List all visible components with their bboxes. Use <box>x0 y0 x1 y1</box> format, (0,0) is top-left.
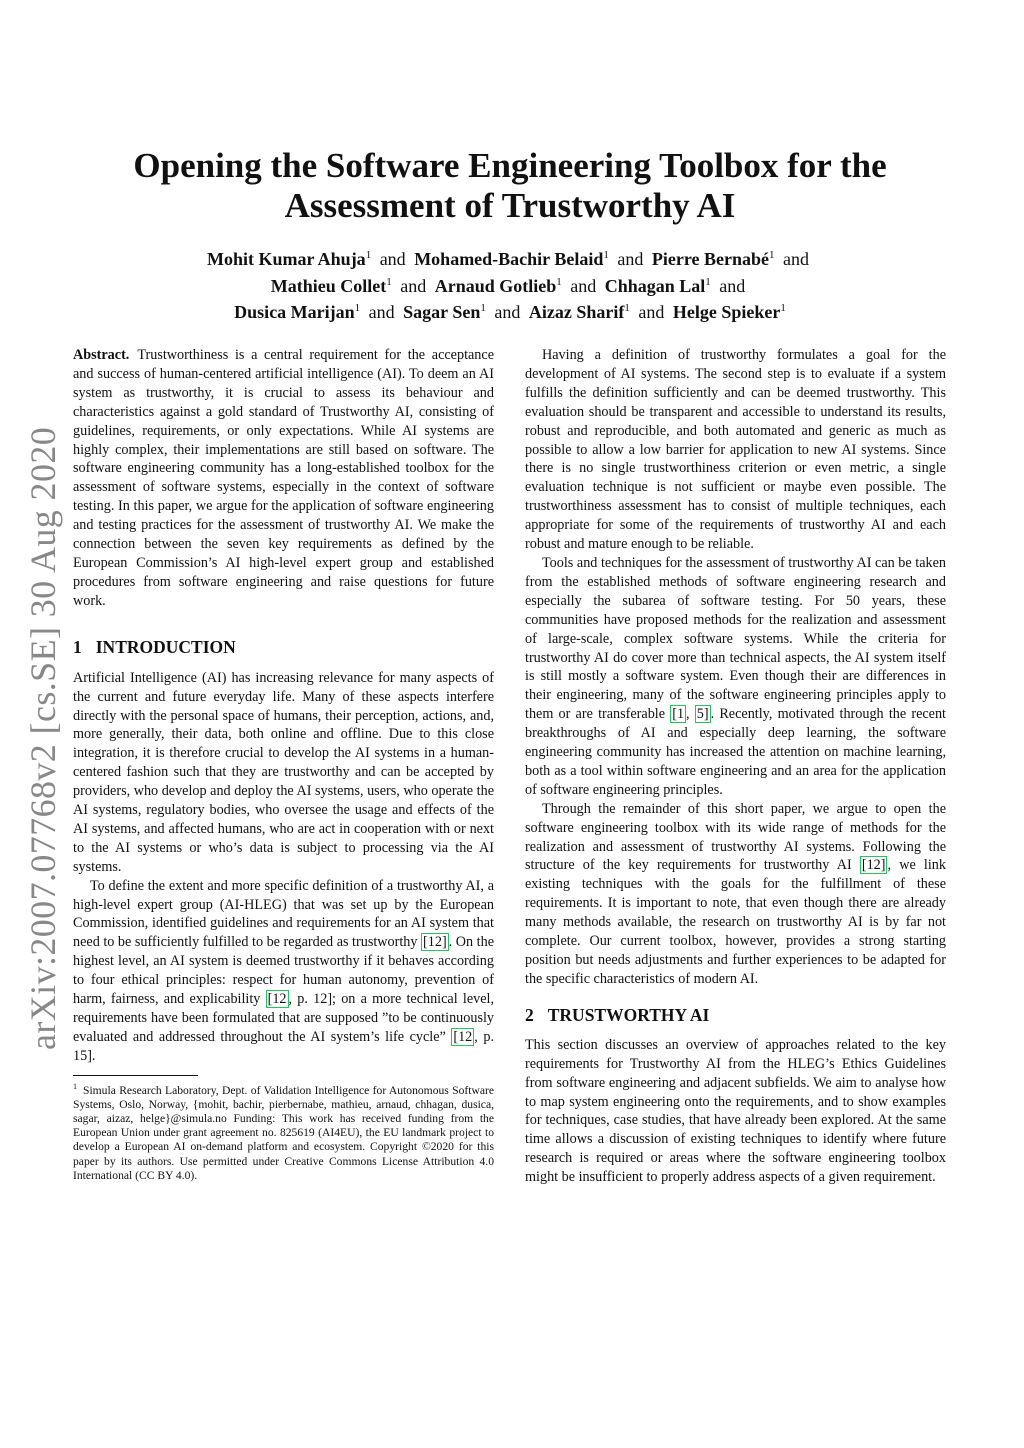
right-column <box>525 346 946 1187</box>
author-separator: and <box>494 302 521 322</box>
section-heading-introduction <box>73 635 494 659</box>
paragraph <box>73 877 494 1066</box>
section-number: 2 <box>525 1004 534 1025</box>
affiliation-mark: 1 <box>354 302 361 314</box>
author-name: Sagar Sen <box>403 302 481 322</box>
paragraph: This section discusses an overview of approaches related to the key requirements for Trustworthy AI from the HLEG’s Ethics Guidelines from software engineering and adjacent subfields. We aim to analyse how to map system engineering onto the requirements, and to show examples for techniques, case studies, that have already been explored. At the same time allows a discussion of existing techniques to identify where future research is required or areas where the software engineering toolbox might be insufficient to properly address aspects of a given requirement. <box>525 1036 946 1186</box>
footnote <box>73 1080 494 1183</box>
author-name: Mathieu Collet <box>270 275 387 296</box>
citation-link[interactable]: [12 <box>267 991 287 1008</box>
author-line <box>120 244 900 271</box>
paragraph: Having a definition of trustworthy formulates a goal for the development of AI systems. The second step is to evaluate if a system fulfills the definition sufficiently and can be deemed trustworthy. This evaluation should be transparent and accessible to understand its results, robust and reproducible, and both automated and generic as much as possible to allow a low barrier for application to new AI systems. Since there is no single trustworthiness criterion or even metric, a single evaluation technique is not sufficient or maybe even possible. The trustworthiness assessment has to consist of multiple techniques, each appropriate for some of the requirements of trustworthy AI and each robust and mature enough to be reliable. <box>525 347 946 553</box>
author-separator: and <box>638 302 665 322</box>
section-title: INTRODUCTION <box>95 636 236 657</box>
citation-link[interactable]: [12] <box>861 857 886 874</box>
author-separator: and <box>400 275 427 296</box>
affiliation-mark: 1 <box>365 249 372 261</box>
citation-separator: , <box>686 706 695 723</box>
abstract-text: Trustworthiness is a central requirement for the acceptance and success of human-centered artificial intelligence (AI). To deem an AI system as trustworthy, it is crucial to assess its behaviour and characteristics against a gold standard of Trustworthy AI, consisting of guidelines, requirements, or only expectations. While AI systems are highly complex, their implementations are still based on software. The software engineering community has a long-established toolbox for the assessment of software systems, especially in the context of software testing. In this paper, we argue for the application of software engineering and testing practices for the assessment of trustworthy AI. We make the connection between the seven key requirements as defined by the European Commission’s AI high-level expert group and established procedures from software engineering and raise questions for future work. <box>73 347 494 609</box>
abstract-label: Abstract. <box>73 347 130 363</box>
citation-link[interactable]: [1 <box>672 706 685 723</box>
section-heading-trustworthy-ai <box>525 1003 946 1027</box>
abstract <box>73 346 494 611</box>
footnote-mark: 1 <box>73 1081 77 1091</box>
paper-title: Opening the Software Engineering Toolbox for the Assessment of Trustworthy AI <box>133 146 887 225</box>
author-name: Chhagan Lal <box>604 275 706 296</box>
author-name: Dusica Marijan <box>234 302 355 322</box>
paragraph-text: . On the highest level, an AI system is deemed trustworthy if it behaves according to four ethical principles: respect for human autonomy, prevention of harm, fairness, and explicability <box>73 934 494 1008</box>
affiliation-mark: 1 <box>780 302 786 314</box>
citation-link[interactable]: [12] <box>423 934 447 951</box>
footnote-text: Simula Research Laboratory, Dept. of Validation Intelligence for Autonomous Software Systems, Oslo, Norway, {mohit, bachir, pierbernabe, mathieu, arnaud, chhagan, dusica, sagar, aizaz, helge}@simula.no Funding: This work has received funding from the European Union under grant agreement no. 825619 (AI4EU), the EU landmark project to develop a European AI on-demand platform and ecosystem. Copyright ©2020 for this paper by its authors. Use permitted under Creative Commons License Attribution 4.0 International (CC BY 4.0). <box>73 1083 494 1182</box>
author-name: Pierre Bernabé <box>651 249 769 269</box>
author-separator: and <box>379 249 406 269</box>
affiliation-mark: 1 <box>768 249 775 261</box>
author-line <box>120 271 900 298</box>
paragraph-text: Through the remainder of this short paper, we argue to open the software engineering toolbox with its wide range of methods for the realization and assessment of trustworthy AI systems. Following the structure of the key requirements for trustworthy AI <box>525 800 946 874</box>
section-number: 1 <box>73 636 82 657</box>
author-name: Mohamed-Bachir Belaid <box>414 249 604 269</box>
affiliation-mark: 1 <box>603 249 609 261</box>
paragraph-text: . Recently, motivated through the recent breakthroughs of AI and especially deep learning, the software engineering community has increased the attention on machine learning, both as a tool within software engineering and an area for the application of software engineering principles. <box>525 706 946 798</box>
author-separator: and <box>782 249 809 269</box>
paragraph <box>525 800 946 989</box>
arxiv-identifier: arXiv:2007.07768v2 [cs.SE] 30 Aug 2020 <box>23 426 63 1050</box>
author-separator: and <box>368 302 395 322</box>
section-title: TRUSTWORTHY AI <box>547 1004 710 1025</box>
paragraph-text: , p. 12]; on a more technical level, requirements have been formulated that are supposed ”to be continuously evaluated and addressed throughout the AI system’s life cycle” <box>73 991 494 1045</box>
citation-link[interactable]: 5] <box>696 706 709 723</box>
affiliation-mark: 1 <box>480 302 486 314</box>
affiliation-mark: 1 <box>386 275 392 288</box>
author-name: Helge Spieker <box>672 302 781 322</box>
author-separator: and <box>719 275 746 296</box>
paragraph-text: Tools and techniques for the assessment of trustworthy AI can be taken from the established methods of software engineering research and especially the subarea of software testing. For 50 years, these communities have proposed methods for the realization and assessment of large-scale, complex software systems. While the criteria for trustworthy AI do cover more than technical aspects, the AI system itself is still mostly a software system. Even though their are differences in their engineering, many of the software engineering principles apply to them or are transferable <box>525 554 946 723</box>
author-line <box>120 297 900 324</box>
paragraph-text: , we link existing techniques with the goals for the fulfillment of these requirements. It is important to note, that even though there are already many methods available, the research on trustworthy AI is by far not complete. Our current toolbox, however, provides a strong starting position but needs adjustments and further experiences to be adapted for the specific characteristics of modern AI. <box>525 857 946 987</box>
paragraph-text: To define the extent and more specific definition of a trustworthy AI, a high-level expert group (AI-HLEG) that was set up by the European Commission, identified guidelines and requirements for an AI system that need to be sufficiently fulfilled to be regarded as trustworthy <box>73 877 494 951</box>
affiliation-mark: 1 <box>705 275 711 288</box>
footnote-rule <box>73 1075 198 1076</box>
author-name: Mohit Kumar Ahuja <box>207 249 366 269</box>
author-name: Arnaud Gotlieb <box>434 275 557 296</box>
paragraph: Artificial Intelligence (AI) has increasing relevance for many aspects of the current and future everyday life. Many of these aspects interfere directly with the personal space of humans, their perception, actions, and, more generally, their data, both online and offline. Due to this close integration, it is therefore crucial to develop the AI systems in a human-centered fashion such that they are trustworthy and can be accepted by providers, who develop and deploy the AI systems, users, who operate the AI systems, regulatory bodies, who oversee the usage and effects of the AI systems, and affected humans, who are act in cooperation with or next to the AI systems or who’s data is subject to processing via the AI systems. <box>73 669 494 875</box>
author-list <box>120 244 900 324</box>
left-column <box>73 346 494 1183</box>
author-separator: and <box>570 275 597 296</box>
author-name: Aizaz Sharif <box>528 302 625 322</box>
affiliation-mark: 1 <box>624 302 630 314</box>
citation-link[interactable]: [12 <box>453 1028 473 1045</box>
paragraph-text: , p. 15]. <box>73 1028 494 1064</box>
paragraph <box>525 554 946 800</box>
author-separator: and <box>617 249 644 269</box>
affiliation-mark: 1 <box>556 275 562 288</box>
